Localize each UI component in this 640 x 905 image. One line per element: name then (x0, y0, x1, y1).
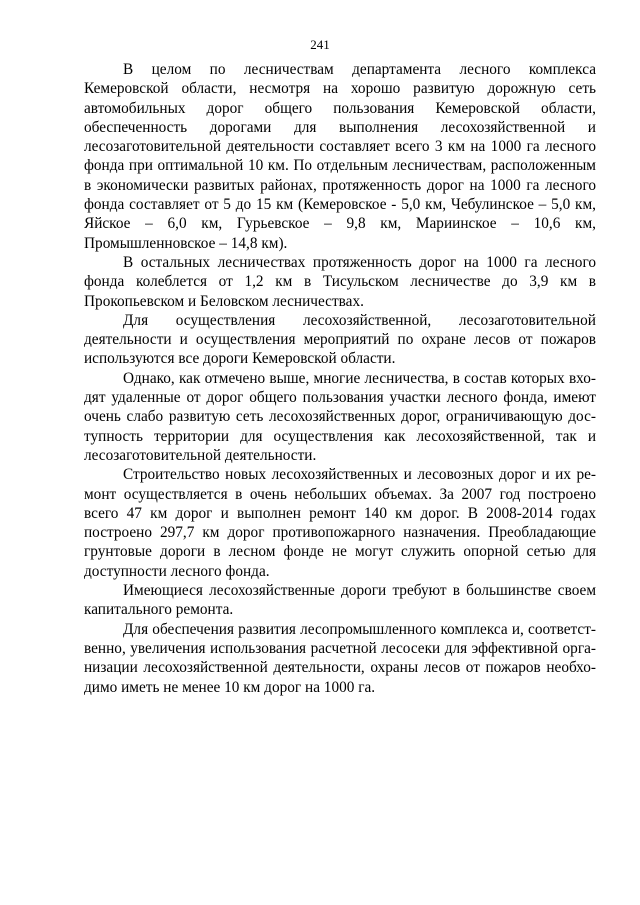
paragraph-7: Для обеспечения развития лесопромышленного комплекса и, соответственно, увеличения использования расчетной лесосеки для эффективной организации лесохозяйственной деятельности, охраны лесов от пожаров необходимо иметь не менее 10 км дорог на 1000 га. (84, 620, 596, 696)
page-number: 241 (310, 37, 330, 52)
paragraph-4: Однако, как отмечено выше, многие лесничества, в состав которых входят удаленные от дорог общего пользования участки лесного фонда, имеют очень слабо развитую сеть лесохозяйственных дорог, ограничивающую доступность территории для осуществления как лесохозяйственной, так и лесозаготовительной деятельности. (84, 369, 596, 464)
paragraph-3: Для осуществления лесохозяйственной, лесозаготовительной деятельности и осуществления мероприятий по охране лесов от пожаров используются все дороги Кемеровской области. (84, 311, 596, 368)
paragraph-5: Строительство новых лесохозяйственных и лесовозных дорог и их ремонт осуществляется в очень небольших объемах. За 2007 год построено всего 47 км дорог и выполнен ремонт 140 км дорог. В 2008-2014 годах построено 297,7 км дорог противопожарного назначения. Преобладающие грунтовые дороги в лесном фонде не могут служить опорной сетью для доступности лесного фонда. (84, 466, 596, 580)
body-text (84, 60, 596, 697)
paragraph-2: В остальных лесничествах протяженность дорог на 1000 га лесного фонда колеблется от 1,2 км в Тисульском лесничестве до 3,9 км в Прокопьевском и Беловском лесничествах. (84, 253, 596, 310)
paragraph-1: В целом по лесничествам департамента лесного комплекса Кемеровской области, несмотря на хорошо развитую дорожную сеть автомобильных дорог общего пользования Кемеровской области, обеспеченность дорогами для выполнения лесохозяйственной и лесозаготовительной деятельности составляет всего 3 км на 1000 га лесного фонда при оптимальной 10 км. По отдельным лесничествам, расположенным в экономически развитых районах, протяженность дорог на 1000 га лесного фонда составляет от 5 до 15 км (Кемеровское - 5,0 км, Чебулинское – 5,0 км, Яйское – 6,0 км, Гурьевское – 9,8 км, Мариинское – 10,6 км, Промышленновское – 14,8 км). (84, 61, 596, 252)
paragraph-6: Имеющиеся лесохозяйственные дороги требуют в большинстве своем капитального ремонта. (84, 582, 596, 619)
